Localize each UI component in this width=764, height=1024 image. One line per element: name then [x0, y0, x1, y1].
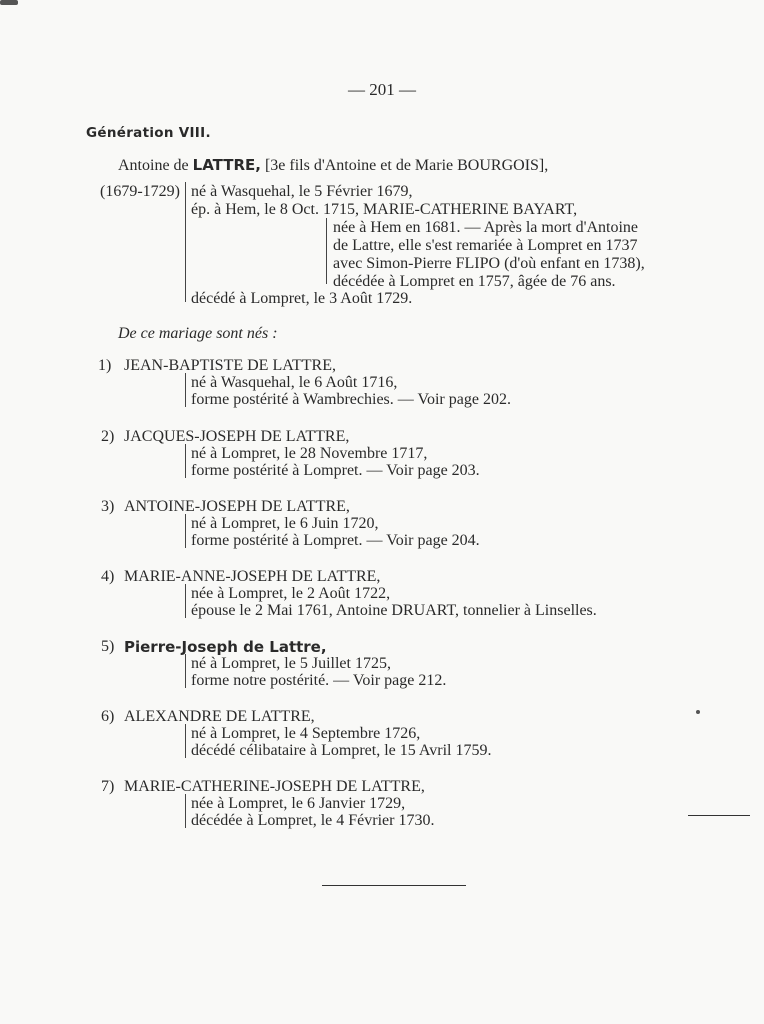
child-name: Pierre-Joseph de Lattre, [124, 638, 327, 656]
child-number: 5) [101, 638, 115, 655]
child-name: MARIE-CATHERINE-JOSEPH DE LATTRE, [124, 778, 425, 795]
child-detail: forme postérité à Wambrechies. — Voir page 202. [191, 391, 511, 408]
child-number: 6) [101, 708, 115, 725]
main-person-surname: LATTRE, [192, 156, 261, 174]
child-detail: né à Lompret, le 5 Juillet 1725, [191, 655, 391, 672]
child-detail: né à Lompret, le 4 Septembre 1726, [191, 725, 421, 742]
child-bracket [185, 584, 186, 618]
spouse-bracket [326, 218, 327, 284]
main-person-born: né à Wasquehal, le 5 Février 1679, [191, 183, 413, 200]
main-person-name-prefix: Antoine de [118, 157, 193, 174]
child-bracket [185, 654, 186, 688]
page-number: — 201 — [348, 80, 416, 99]
child-bracket [185, 444, 186, 478]
scan-speck [696, 710, 700, 714]
child-detail: né à Lompret, le 28 Novembre 1717, [191, 445, 428, 462]
spouse-line: de Lattre, elle s'est remariée à Lompret en 1737 [333, 237, 638, 254]
child-number: 2) [101, 428, 115, 445]
child-detail: né à Lompret, le 6 Juin 1720, [191, 515, 379, 532]
children-heading: De ce mariage sont nés : [118, 325, 278, 342]
spouse-line: née à Hem en 1681. — Après la mort d'Antoine [333, 219, 639, 236]
generation-heading: Génération VIII. [86, 125, 211, 141]
spouse-line: décédée à Lompret en 1757, âgée de 76 ans. [333, 273, 616, 290]
child-detail: épouse le 2 Mai 1761, Antoine DRUART, tonnelier à Linselles. [191, 602, 597, 619]
main-person-heading [118, 156, 548, 175]
child-detail: décédé célibataire à Lompret, le 15 Avril 1759. [191, 742, 492, 759]
main-person-married: ép. à Hem, le 8 Oct. 1715, MARIE-CATHERINE BAYART, [191, 201, 578, 218]
child-number: 7) [101, 778, 115, 795]
child-name: JEAN-BAPTISTE DE LATTRE, [124, 357, 336, 374]
main-person-dates: (1679-1729) [100, 183, 180, 200]
child-name: ANTOINE-JOSEPH DE LATTRE, [124, 498, 350, 515]
main-person-parent-note: [3e fils d'Antoine et de Marie BOURGOIS], [264, 157, 549, 174]
child-number: 3) [101, 498, 115, 515]
child-detail: décédée à Lompret, le 4 Février 1730. [191, 812, 435, 829]
child-bracket [185, 724, 186, 758]
child-detail: née à Lompret, le 2 Août 1722, [191, 585, 391, 602]
child-name: ALEXANDRE DE LATTRE, [124, 708, 315, 725]
child-name: MARIE-ANNE-JOSEPH DE LATTRE, [124, 568, 381, 585]
spouse-line: avec Simon-Pierre FLIPO (d'où enfant en 1738), [333, 255, 645, 272]
child-detail: forme postérité à Lompret. — Voir page 203. [191, 462, 480, 479]
child-bracket [185, 373, 186, 407]
main-person-bracket [185, 182, 186, 302]
child-detail: née à Lompret, le 6 Janvier 1729, [191, 795, 406, 812]
child-detail: forme notre postérité. — Voir page 212. [191, 672, 447, 689]
footer-rule [322, 885, 466, 886]
main-person-died: décédé à Lompret, le 3 Août 1729. [191, 290, 413, 307]
child-number: 1) [98, 357, 112, 374]
child-number: 4) [101, 568, 115, 585]
child-bracket [185, 794, 186, 828]
child-bracket [185, 514, 186, 548]
scan-speck [0, 0, 18, 5]
child-detail: né à Wasquehal, le 6 Août 1716, [191, 374, 398, 391]
child-name: JACQUES-JOSEPH DE LATTRE, [124, 428, 350, 445]
child-detail: forme postérité à Lompret. — Voir page 204. [191, 532, 480, 549]
margin-mark [688, 815, 750, 816]
